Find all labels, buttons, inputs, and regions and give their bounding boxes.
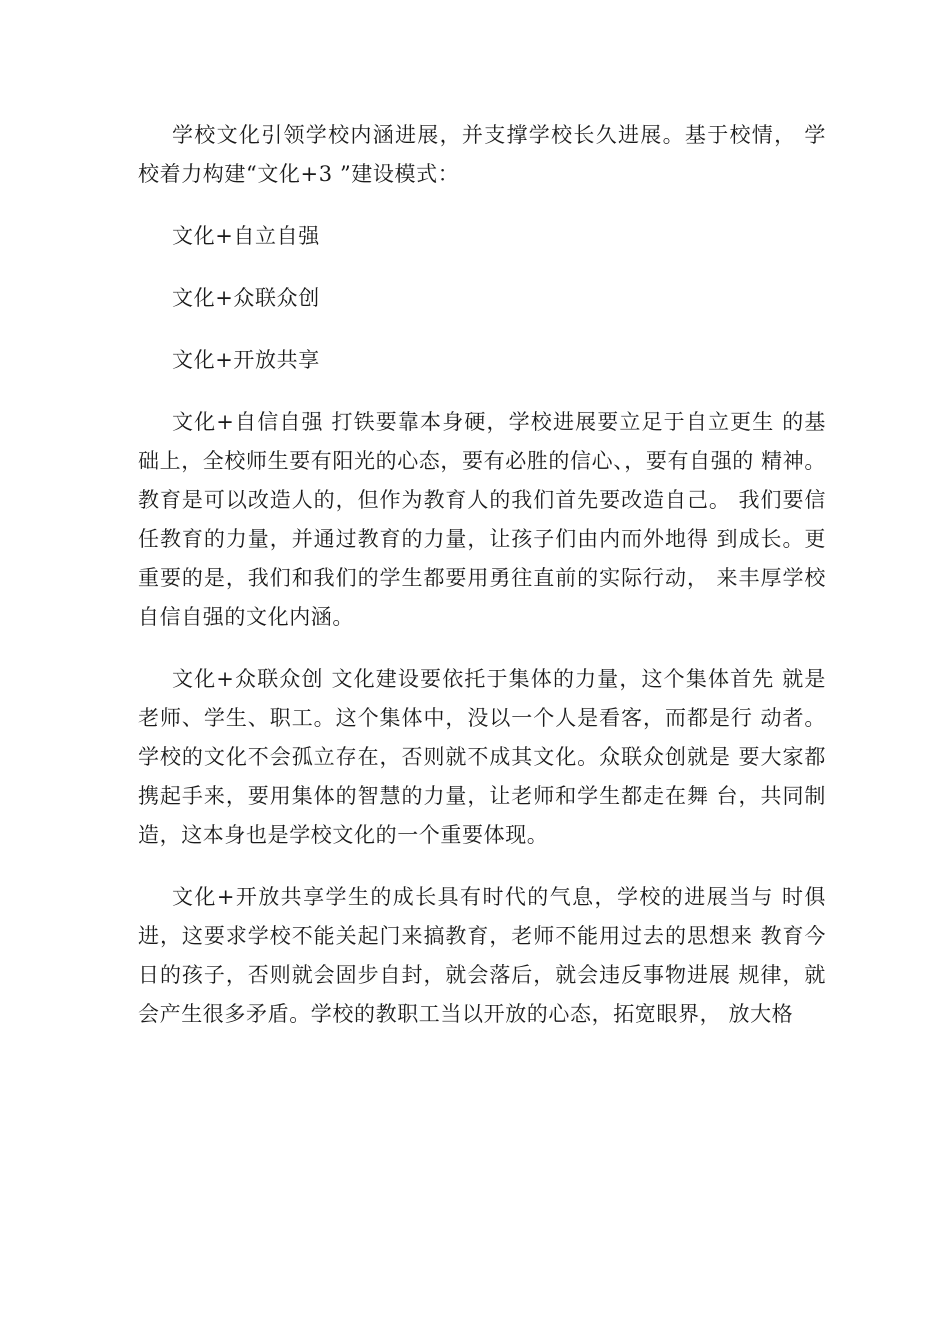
section-paragraph-co-creation: 文化+众联众创 文化建设要依托于集体的力量，这个集体首先 就是老师、学生、职工。这个集体中，没以一个人是看客，而都是行 动者。学校的文化不会孤立存在，否则就不成其文化。众联众创就是 要大家都携起手来，要用集体的智慧的力量，让老师和学生都走在舞 台，共同制造，这本身也是学校文化的一个重要体现。	[138, 667, 826, 847]
model-item-self-reliance: 文化+自立自强	[172, 224, 320, 248]
model-item-open-sharing: 文化+开放共享	[172, 348, 320, 372]
model-item-co-creation: 文化+众联众创	[172, 286, 320, 310]
section-paragraph-open-sharing: 文化+开放共享学生的成长具有时代的气息，学校的进展当与 时俱进，这要求学校不能关起门来搞教育，老师不能用过去的思想来 教育今日的孩子，否则就会固步自封，就会落后，就会违反事物进展 规律，就会产生很多矛盾。学校的教职工当以开放的心态，拓宽眼界， 放大格	[138, 885, 826, 1026]
section-paragraph-self-confidence: 文化+自信自强 打铁要靠本身硬，学校进展要立足于自立更生 的基础上，全校师生要有阳光的心态，要有必胜的信心、，要有自强的 精神。教育是可以改造人的，但作为教育人的我们首先要改造自己。 我们要信任教育的力量，并通过教育的力量，让孩子们由内而外地得 到成长。更重要的是，我们和我们的学生都要用勇往直前的实际行动， 来丰厚学校自信自强的文化内涵。	[138, 410, 826, 629]
intro-paragraph: 学校文化引领学校内涵进展，并支撑学校长久进展。基于校情， 学校着力构建“文化+3 ”建设模式：	[138, 123, 826, 186]
document-body	[138, 116, 826, 1057]
